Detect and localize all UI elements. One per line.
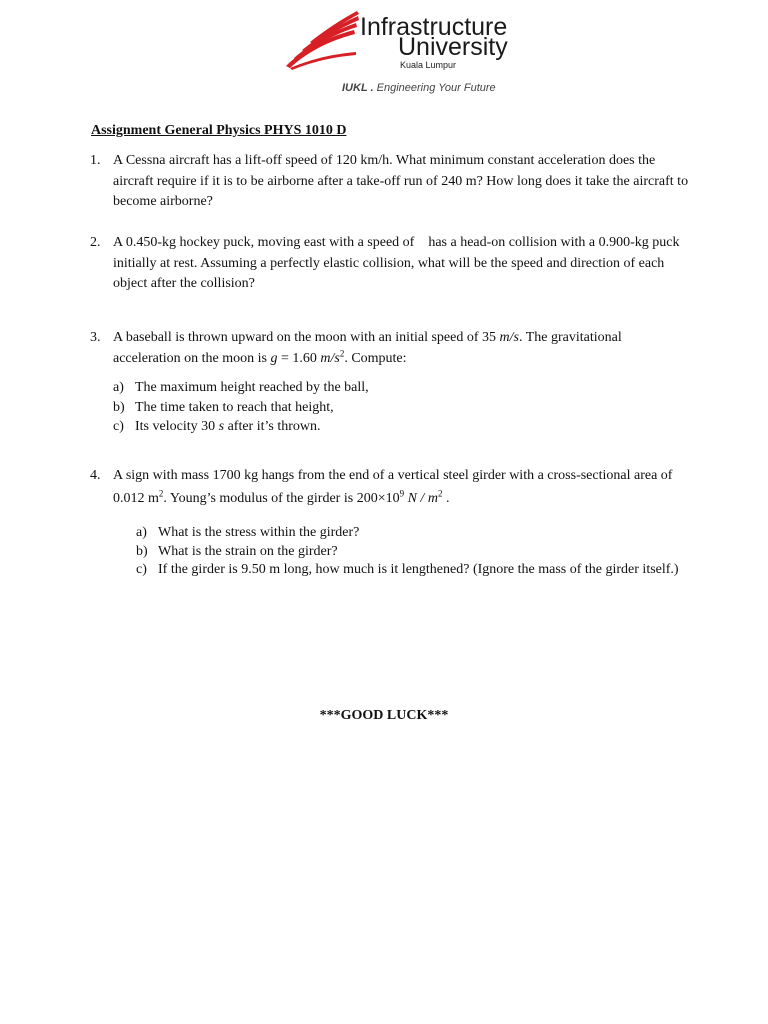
superscript: 2 [437, 488, 443, 499]
logo-text-line3: Kuala Lumpur [400, 60, 457, 70]
superscript: 9 [399, 488, 405, 499]
youngs-modulus-expression [356, 488, 443, 506]
text-segment: . Compute: [344, 350, 407, 366]
closing-message: ***GOOD LUCK*** [319, 708, 449, 723]
question-3-parts [113, 378, 673, 437]
text-segment: Its velocity 30 [135, 419, 219, 434]
logo-text-line2: University [398, 33, 508, 61]
question-4-parts [136, 524, 681, 580]
sub-label: a) [113, 380, 124, 395]
sub-label: a) [136, 525, 147, 540]
sub-label: b) [113, 399, 125, 415]
unit: m/s [499, 330, 519, 345]
sub-label: c) [136, 562, 147, 577]
unit: m/s [320, 350, 340, 366]
text-segment: . The gravitational acceleration on the moon is [113, 330, 622, 366]
book-swoosh-icon [284, 8, 364, 70]
superscript: 2 [339, 347, 345, 358]
text-segment: A sign with mass 1700 kg hangs from the end of a vertical steel girder with a cross-sectional area of 0.012 m [113, 468, 673, 506]
text-segment: . Young’s modulus of the girder is [163, 491, 357, 506]
logo-text-line1: Infrastructure [360, 13, 508, 41]
text-segment: after it’s thrown. [224, 419, 321, 434]
question-text [113, 464, 690, 510]
question-1 [90, 151, 690, 213]
tagline-text: Engineering Your Future [373, 82, 496, 94]
sub-question [136, 543, 681, 562]
question-number: 1. [90, 153, 101, 168]
sub-question [113, 398, 673, 418]
sub-question [113, 378, 673, 398]
sub-text: What is the stress within the girder? [158, 525, 360, 540]
unit: s [218, 419, 225, 434]
question-3 [90, 328, 690, 369]
sub-text: The time taken to reach that height, [135, 399, 334, 415]
text-segment: . [442, 491, 450, 506]
question-text: A 0.450-kg hockey puck, moving east with a speed of has a head-on collision with a 0.900-kg puck initially at rest. Assuming a perfectly elastic collision, what will be the speed and direction of each object after the collision? [113, 235, 683, 291]
question-2 [90, 233, 690, 295]
question-number: 3. [90, 330, 101, 345]
sub-text: The maximum height reached by the ball, [135, 380, 369, 395]
question-text [113, 328, 690, 369]
unit: N / m [404, 491, 438, 506]
tagline-brand: IUKL . [342, 82, 374, 94]
question-number: 4. [90, 468, 101, 483]
sub-question [113, 417, 673, 437]
sub-label: b) [136, 543, 148, 559]
sub-text: What is the strain on the girder? [158, 543, 338, 559]
sub-label: c) [113, 419, 124, 434]
sub-text [135, 417, 673, 437]
text-segment: A baseball is thrown upward on the moon with an initial speed of 35 [113, 330, 500, 345]
question-4 [90, 464, 690, 510]
math-base: 200×10 [356, 491, 400, 506]
sub-question [136, 561, 681, 580]
tagline [342, 82, 496, 95]
variable: g [270, 350, 278, 366]
assignment-title: Assignment General Physics PHYS 1010 D [91, 123, 347, 138]
sub-text: If the girder is 9.50 m long, how much is it lengthened? (Ignore the mass of the girder itself.) [158, 562, 679, 577]
text-segment: = 1.60 [277, 350, 321, 366]
sub-question [136, 524, 681, 543]
question-number: 2. [90, 235, 101, 250]
question-text: A Cessna aircraft has a lift-off speed of 120 km/h. What minimum constant acceleration does the aircraft require if it is to be airborne after a take-off run of 240 m? How long does it take the aircraft to become airborne? [113, 153, 689, 209]
university-logo [284, 8, 514, 70]
superscript: 2 [158, 488, 164, 499]
